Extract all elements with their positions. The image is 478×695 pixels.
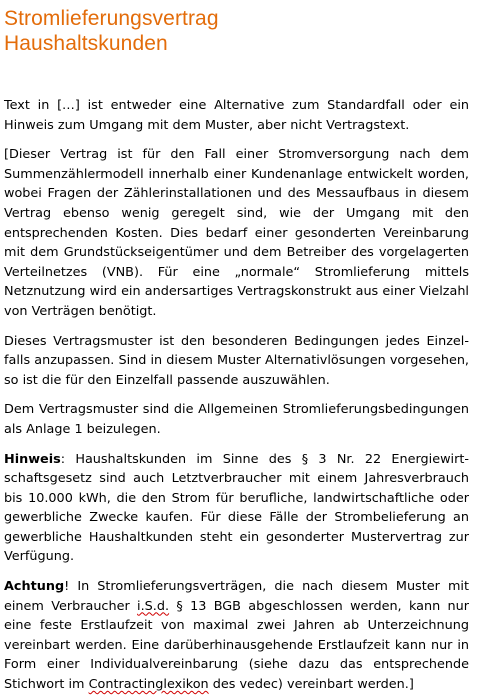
paragraph-customization: [4, 332, 469, 391]
spellcheck-flagged-word: Contractinglexikon: [88, 677, 209, 693]
paragraph-text: ! In Stromlieferungsverträgen, die nach diesem Muster mit einem Verbraucher: [4, 579, 469, 614]
paragraph-text: Dem Vertragsmuster sind die Allgemeinen Stromlieferungsbedingungen als Anlage 1 beizulegen.: [4, 402, 469, 437]
paragraph-contract-scope: [4, 145, 469, 321]
paragraph-text: Dieses Vertragsmuster ist den besonderen Bedingungen jedes Einzelfalls anzupassen. Sind in diesem Muster Alternativlösungen vorgesehen, so ist die für den Einzelfall passende auszuwählen.: [4, 333, 469, 388]
paragraph-text: des vedec) vereinbart werden.]: [208, 677, 414, 693]
document-body: [4, 96, 469, 695]
achtung-label: Achtung: [4, 579, 65, 595]
paragraph-text: : Haushaltskunden im Sinne des § 3 Nr. 22 Energiewirtschaftsgesetz sind auch Letztverbraucher mit einem Jahresverbrauch bis 10.000 kWh, die den Strom für berufliche, landwirtschaftliche oder gewerbliche Zwecke kaufen. Für diese Fälle der Strombelieferung an gewerbliche Haushaltkunden steht ein gesonderter Mustervertrag zur Verfügung.: [4, 451, 469, 565]
paragraph-hinweis: [4, 450, 469, 568]
paragraph-text: [Dieser Vertrag ist für den Fall einer Stromversorgung nach dem Summenzählermodell innerhalb einer Kundenanlage entwickelt worden, wobei Fragen der Zählerinstallationen und des Messaufbaus in diesem Vertrag ebenso wenig geregelt sind, wie der Umgang mit den entsprechenden Kosten. Dies bedarf einer gesonderten Vereinbarung mit dem Grundstückseigentümer und dem Betreiber des vorgelagerten Verteilnetzes (VNB). Für eine „normale“ Stromlieferung mittels Netznutzung wird ein andersartiges Vertragskonstrukt aus einer Vielzahl von Verträgen benötigt.: [4, 147, 469, 319]
title-line-2: Haushaltskunden: [4, 32, 168, 55]
spellcheck-flagged-word: i.S.d.: [137, 598, 170, 614]
paragraph-intro-note: [4, 96, 469, 135]
paragraph-achtung: [4, 577, 469, 695]
paragraph-text: Text in […] ist entweder eine Alternative zum Standardfall oder ein Hinweis zum Umgang mit dem Muster, aber nicht Vertragstext.: [4, 98, 469, 133]
hinweis-label: Hinweis: [4, 451, 61, 467]
paragraph-text: § 13 BGB abgeschlossen werden, kann nur eine feste Erstlaufzeit von maximal zwei Jahren ab Unterzeichnung vereinbart werden. Eine darüberhinausgehende Erstlaufzeit kann nur in Form einer Individualvereinbarung (siehe dazu das entsprechende Stichwort im: [4, 598, 470, 693]
title-line-1: Stromlieferungsvertrag: [4, 7, 219, 30]
paragraph-annex: [4, 400, 469, 439]
document-title: [4, 6, 469, 56]
